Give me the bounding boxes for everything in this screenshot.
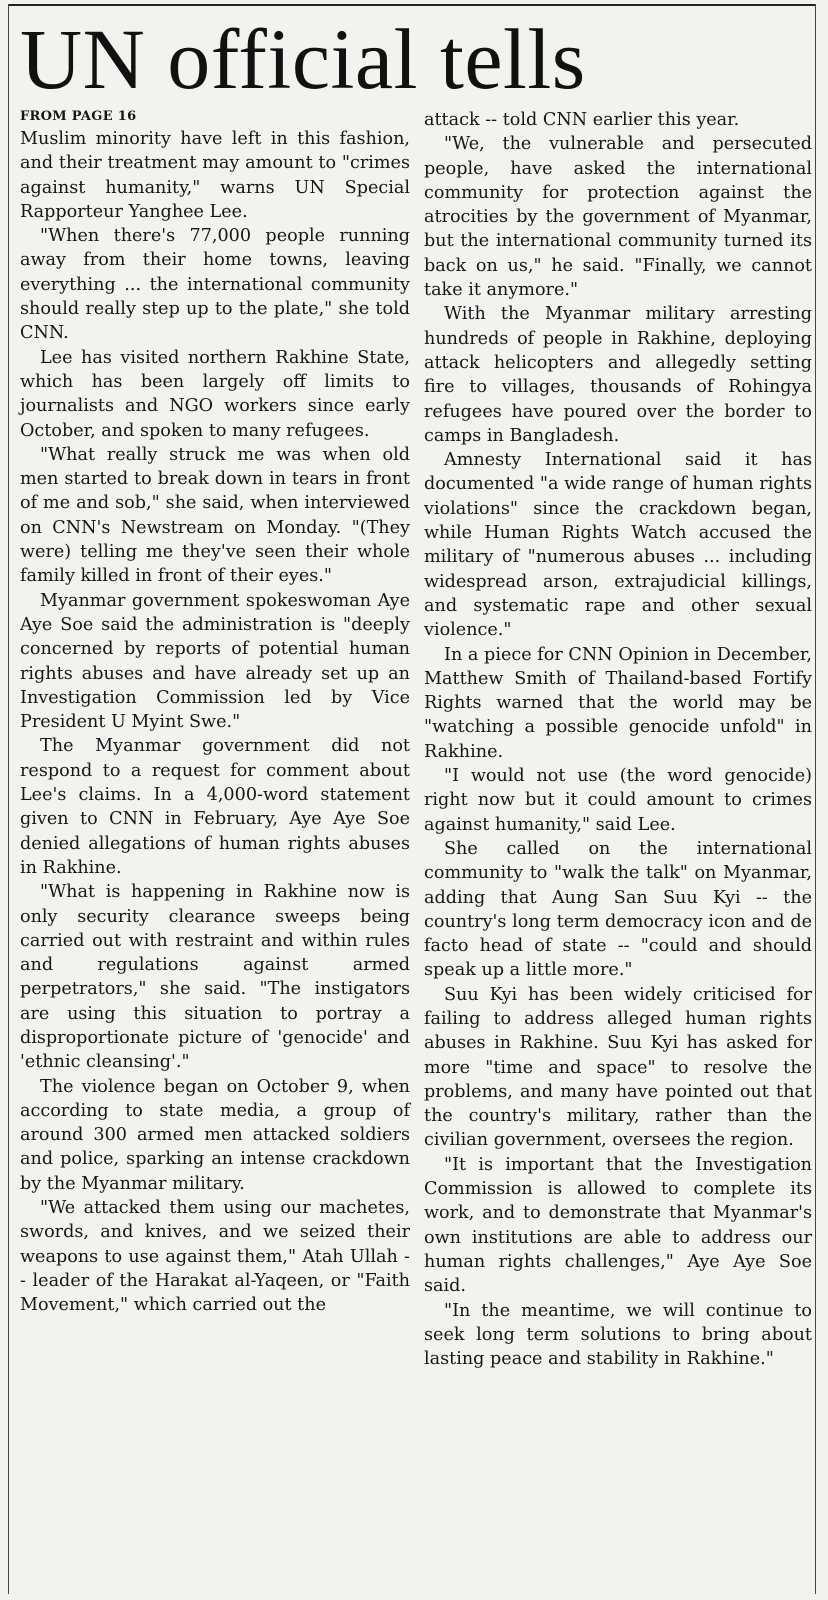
paragraph: "In the meantime, we will continue to seek long term solutions to bring about lasting peace and stability in Rakhine.": [424, 1300, 812, 1370]
paragraph: The Myanmar government did not respond to a request for comment about Lee's claims. In a 4,000-word statement given to CNN in February, Aye Aye Soe denied allegations of human rights abuses in Rakhine.: [20, 736, 410, 878]
paragraph: "When there's 77,000 people running away from their home towns, leaving everything ... the international community should really step up to the plate," she told CNN.: [20, 226, 410, 344]
paragraph: Lee has visited northern Rakhine State, which has been largely off limits to journalists and NGO workers since early October, and spoken to many refugees.: [20, 347, 410, 441]
headline: UN official tells: [20, 11, 586, 107]
left-border-rule: [8, 4, 9, 1594]
article-column-right: [424, 108, 812, 1371]
paragraph: She called on the international community to "walk the talk" on Myanmar, adding that Aung San Suu Kyi -- the country's long term democracy icon and de facto head of state -- "could and should speak up a little more.": [424, 838, 812, 981]
paragraph: "I would not use (the word genocide) right now but it could amount to crimes against humanity," said Lee.: [424, 766, 812, 835]
paragraph: With the Myanmar military arresting hundreds of people in Rakhine, deploying attack helicopters and allegedly setting fire to villages, thousands of Rohingya refugees have poured over the border to camps in Bangladesh.: [424, 304, 812, 446]
right-border-rule: [815, 4, 816, 1594]
paragraph: "It is important that the Investigation Commission is allowed to complete its work, and to demonstrate that Myanmar's own institutions are able to address our human rights challenges," Aye Aye Soe said.: [424, 1154, 812, 1297]
paragraph: The violence began on October 9, when according to state media, a group of around 300 armed men attacked soldiers and police, sparking an intense crackdown by the Myanmar military.: [20, 1076, 410, 1194]
paragraph: "We attacked them using our machetes, swords, and knives, and we seized their weapons to use against them," Atah Ullah -- leader of the Harakat al-Yaqeen, or "Faith Movement," which carried out the: [20, 1198, 410, 1316]
jump-label: FROM PAGE 16: [20, 109, 137, 124]
paragraph: Myanmar government spokeswoman Aye Aye Soe said the administration is "deeply concerned by reports of potential human rights abuses and have already set up an Investigation Commission led by Vice President U Myint Swe.": [20, 590, 410, 733]
paragraph: Suu Kyi has been widely criticised for failing to address alleged human rights abuses in Rakhine. Suu Kyi has asked for more "time and space" to resolve the problems, and many have pointed out that the country's military, rather than the civilian government, oversees the region.: [424, 984, 812, 1151]
paragraph: attack -- told CNN earlier this year.: [424, 110, 740, 130]
paragraph: Muslim minority have left in this fashion, and their treatment may amount to "crimes against humanity," warns UN Special Rapporteur Yanghee Lee.: [20, 129, 410, 222]
paragraph: "What really struck me was when old men started to break down in tears in front of me and sob," she said, when interviewed on CNN's Newstream on Monday. "(They were) telling me they've seen their whole family killed in front of their eyes.": [20, 444, 410, 587]
top-border-rule: [8, 4, 816, 6]
paragraph: Amnesty International said it has documented "a wide range of human rights violations" since the crackdown began, while Human Rights Watch accused the military of "numerous abuses ... including widespread arson, extrajudicial killings, and systematic rape and other sexual violence.": [424, 450, 812, 641]
article-column-left: [20, 108, 410, 1318]
paragraph: In a piece for CNN Opinion in December, Matthew Smith of Thailand-based Fortify Rights warned that the world may be "watching a possible genocide unfold" in Rakhine.: [424, 644, 812, 762]
paragraph: "We, the vulnerable and persecuted people, have asked the international community for protection against the atrocities by the government of Myanmar, but the international community turned its back on us," he said. "Finally, we cannot take it anymore.": [424, 134, 812, 301]
paragraph: "What is happening in Rakhine now is only security clearance sweeps being carried out with restraint and within rules and regulations against armed perpetrators," she said. "The instigators are using this situation to portray a disproportionate picture of 'genocide' and 'ethnic cleansing'.": [20, 882, 410, 1073]
